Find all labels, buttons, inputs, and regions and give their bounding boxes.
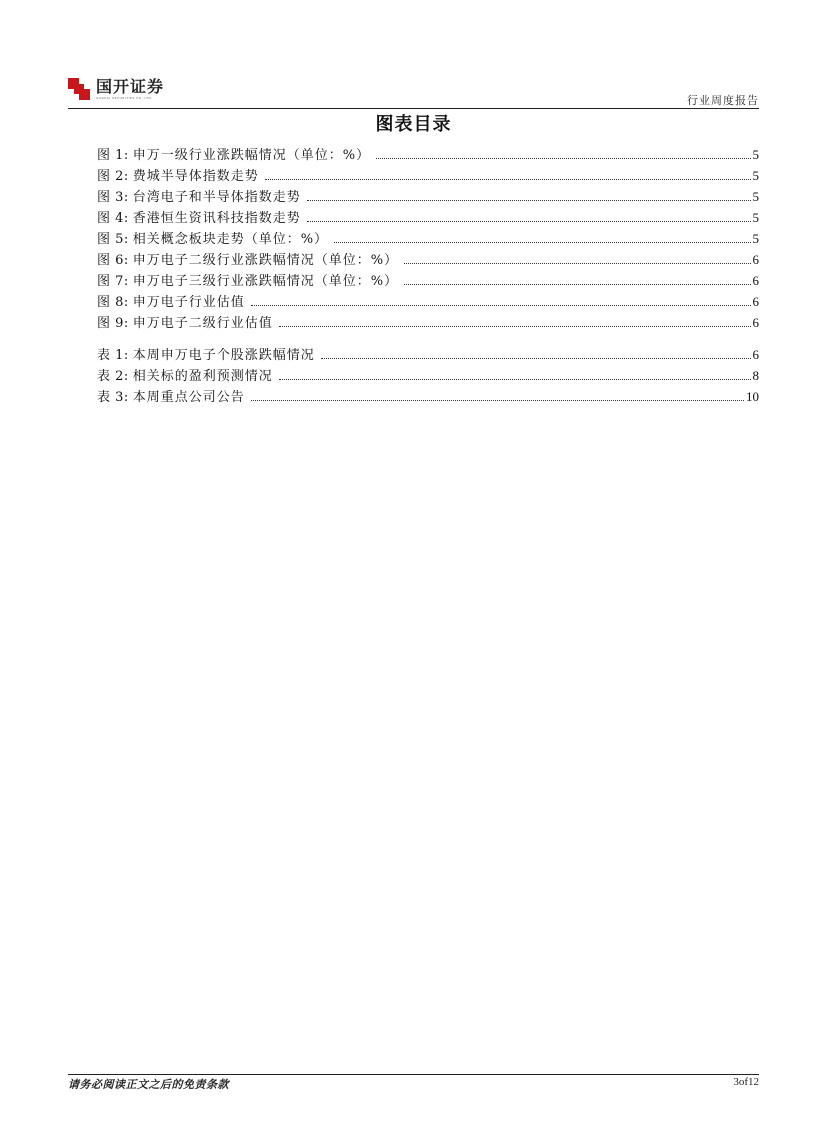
toc-entry-label[interactable]: 相关概念板块走势（单位：%） xyxy=(132,232,329,247)
toc-figure-entry[interactable] xyxy=(97,165,759,186)
toc-dot-leader xyxy=(251,304,751,306)
toc-entry-number: 图 6: xyxy=(97,253,129,268)
toc-entry-page[interactable]: 5 xyxy=(752,189,759,204)
toc-spacer xyxy=(97,333,759,344)
toc-dot-leader xyxy=(404,262,750,264)
toc-entry-page[interactable]: 6 xyxy=(752,294,759,309)
toc-entry-number: 表 2: xyxy=(97,369,129,384)
toc-entry-label[interactable]: 相关标的盈利预测情况 xyxy=(132,369,273,384)
toc-entry-page[interactable]: 6 xyxy=(752,273,759,288)
toc-figure-entry[interactable] xyxy=(97,186,759,207)
toc-entry-label[interactable]: 本周重点公司公告 xyxy=(132,390,245,405)
figure-list xyxy=(97,144,759,333)
toc-entry-number: 图 9: xyxy=(97,316,129,331)
toc-dot-leader xyxy=(251,399,744,401)
toc-table-entry[interactable] xyxy=(97,344,759,365)
toc-entry-page[interactable]: 8 xyxy=(752,368,759,383)
page-header xyxy=(68,72,759,108)
toc-figure-entry[interactable] xyxy=(97,144,759,165)
toc-entry-page[interactable]: 5 xyxy=(752,147,759,162)
toc-entry-number: 图 8: xyxy=(97,295,129,310)
toc-dot-leader xyxy=(307,220,751,222)
toc-entry-label[interactable]: 申万电子三级行业涨跌幅情况（单位：%） xyxy=(132,274,399,289)
toc-entry-label[interactable]: 申万电子二级行业估值 xyxy=(132,316,273,331)
logo-mark-icon xyxy=(68,78,90,100)
toc-entry-number: 图 4: xyxy=(97,211,129,226)
toc-figure-entry[interactable] xyxy=(97,228,759,249)
toc-entry-page[interactable]: 6 xyxy=(752,315,759,330)
toc-entry-number: 图 2: xyxy=(97,169,129,184)
toc-dot-leader xyxy=(307,199,751,201)
toc-entry-label[interactable]: 香港恒生资讯科技指数走势 xyxy=(132,211,301,226)
toc-entry-number: 表 3: xyxy=(97,390,129,405)
page-number: 3of12 xyxy=(733,1076,759,1088)
report-type: 行业周度报告 xyxy=(687,94,759,107)
toc-entry-page[interactable]: 5 xyxy=(752,231,759,246)
toc-entry-page[interactable]: 6 xyxy=(752,252,759,267)
toc-entry-number: 图 3: xyxy=(97,190,129,205)
toc-entry-page[interactable]: 10 xyxy=(746,389,759,404)
toc-figure-entry[interactable] xyxy=(97,291,759,312)
toc-entry-number: 图 5: xyxy=(97,232,129,247)
toc-dot-leader xyxy=(279,325,751,327)
toc-figure-entry[interactable] xyxy=(97,207,759,228)
toc-dot-leader xyxy=(279,378,751,380)
footer-disclaimer[interactable]: 请务必阅读正文之后的免责条款 xyxy=(68,1078,229,1091)
toc-entry-number: 表 1: xyxy=(97,348,129,363)
toc-dot-leader xyxy=(334,241,750,243)
toc-title: 图表目录 xyxy=(375,114,452,135)
toc-dot-leader xyxy=(265,178,751,180)
toc-entry-page[interactable]: 6 xyxy=(752,347,759,362)
toc-entry-page[interactable]: 5 xyxy=(752,168,759,183)
toc-figure-entry[interactable] xyxy=(97,249,759,270)
toc-dot-leader xyxy=(376,157,750,159)
company-logo xyxy=(68,78,164,100)
footer-divider xyxy=(68,1074,759,1075)
logo-name: 国开证券 xyxy=(96,77,165,96)
toc-entry-label[interactable]: 台湾电子和半导体指数走势 xyxy=(132,190,301,205)
toc-dot-leader xyxy=(321,357,751,359)
toc-figure-entry[interactable] xyxy=(97,312,759,333)
toc-entry-label[interactable]: 申万电子二级行业涨跌幅情况（单位：%） xyxy=(132,253,399,268)
toc-figure-entry[interactable] xyxy=(97,270,759,291)
toc-entry-label[interactable]: 费城半导体指数走势 xyxy=(132,169,259,184)
table-of-contents xyxy=(97,144,759,407)
toc-entry-label[interactable]: 申万电子行业估值 xyxy=(132,295,245,310)
toc-entry-page[interactable]: 5 xyxy=(752,210,759,225)
toc-table-entry[interactable] xyxy=(97,365,759,386)
toc-table-entry[interactable] xyxy=(97,386,759,407)
toc-entry-label[interactable]: 本周申万电子个股涨跌幅情况 xyxy=(132,348,315,363)
logo-subtitle: GUOKAI SECURITIES CO.,LTD. xyxy=(96,96,153,100)
table-list xyxy=(97,344,759,407)
header-divider xyxy=(68,108,759,109)
toc-entry-number: 图 7: xyxy=(97,274,129,289)
toc-entry-label[interactable]: 申万一级行业涨跌幅情况（单位：%） xyxy=(132,148,371,163)
toc-dot-leader xyxy=(404,283,750,285)
toc-entry-number: 图 1: xyxy=(97,148,129,163)
